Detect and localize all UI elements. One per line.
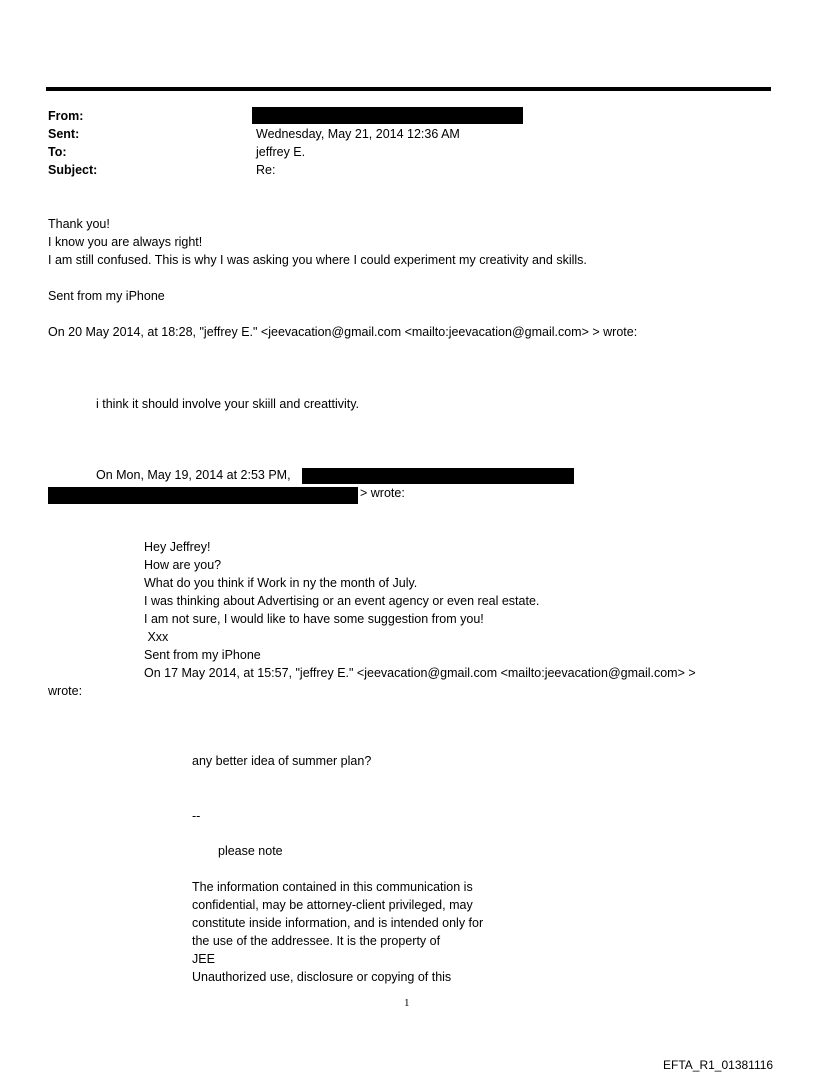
from-label: From: (48, 109, 84, 123)
quote3-text: any better idea of summer plan? (192, 754, 372, 768)
redaction-sender (302, 468, 574, 484)
reply-line: I am still confused. This is why I was asking you where I could experiment my creativity and skills. (48, 253, 587, 267)
quote2-line: Hey Jeffrey! (144, 540, 211, 554)
to-value: jeffrey E. (256, 145, 306, 159)
quote2-line: Sent from my iPhone (144, 648, 261, 662)
quote1-text: i think it should involve your skiill and creattivity. (96, 397, 360, 411)
quote2-line: How are you? (144, 558, 222, 572)
please-note: please note (218, 844, 283, 858)
quote2-line: Xxx (144, 630, 169, 644)
signature-line: Sent from my iPhone (48, 289, 165, 303)
disclaimer-line: the use of the addressee. It is the property of (192, 934, 441, 948)
quote2-line: I was thinking about Advertising or an event agency or even real estate. (144, 594, 540, 608)
redaction-from (252, 107, 523, 124)
quote2-line: I am not sure, I would like to have some suggestion from you! (144, 612, 484, 626)
subject-label: Subject: (48, 163, 98, 177)
disclaimer-line: Unauthorized use, disclosure or copying of this (192, 970, 452, 984)
disclaimer-line: JEE (192, 952, 215, 966)
header-rule (46, 87, 771, 91)
subject-value: Re: (256, 163, 276, 177)
quote2-wrote: > wrote: (360, 486, 405, 500)
reply-line: Thank you! (48, 217, 110, 231)
quote1-intro: On 20 May 2014, at 18:28, "jeffrey E." <jeevacation@gmail.com <mailto:jeevacation@gmail.com> > wrote: (48, 325, 638, 339)
sent-value: Wednesday, May 21, 2014 12:36 AM (256, 127, 460, 141)
page-number: 1 (404, 997, 410, 1009)
disclaimer-line: constitute inside information, and is intended only for (192, 916, 484, 930)
to-label: To: (48, 145, 67, 159)
quote2-wrap: wrote: (48, 684, 83, 698)
sent-label: Sent: (48, 127, 80, 141)
quote2-intro: On Mon, May 19, 2014 at 2:53 PM, (96, 468, 291, 482)
redaction-sender-email (48, 487, 358, 504)
document-id: EFTA_R1_01381116 (663, 1058, 774, 1072)
disclaimer-line: The information contained in this communication is (192, 880, 473, 894)
disclaimer-line: confidential, may be attorney-client privileged, may (192, 898, 473, 912)
reply-line: I know you are always right! (48, 235, 203, 249)
quote2-line: What do you think if Work in ny the month of July. (144, 576, 418, 590)
quote2-line: On 17 May 2014, at 15:57, "jeffrey E." <jeevacation@gmail.com <mailto:jeevacation@gmail.com> > (144, 666, 696, 680)
sig-dash: -- (192, 809, 201, 823)
